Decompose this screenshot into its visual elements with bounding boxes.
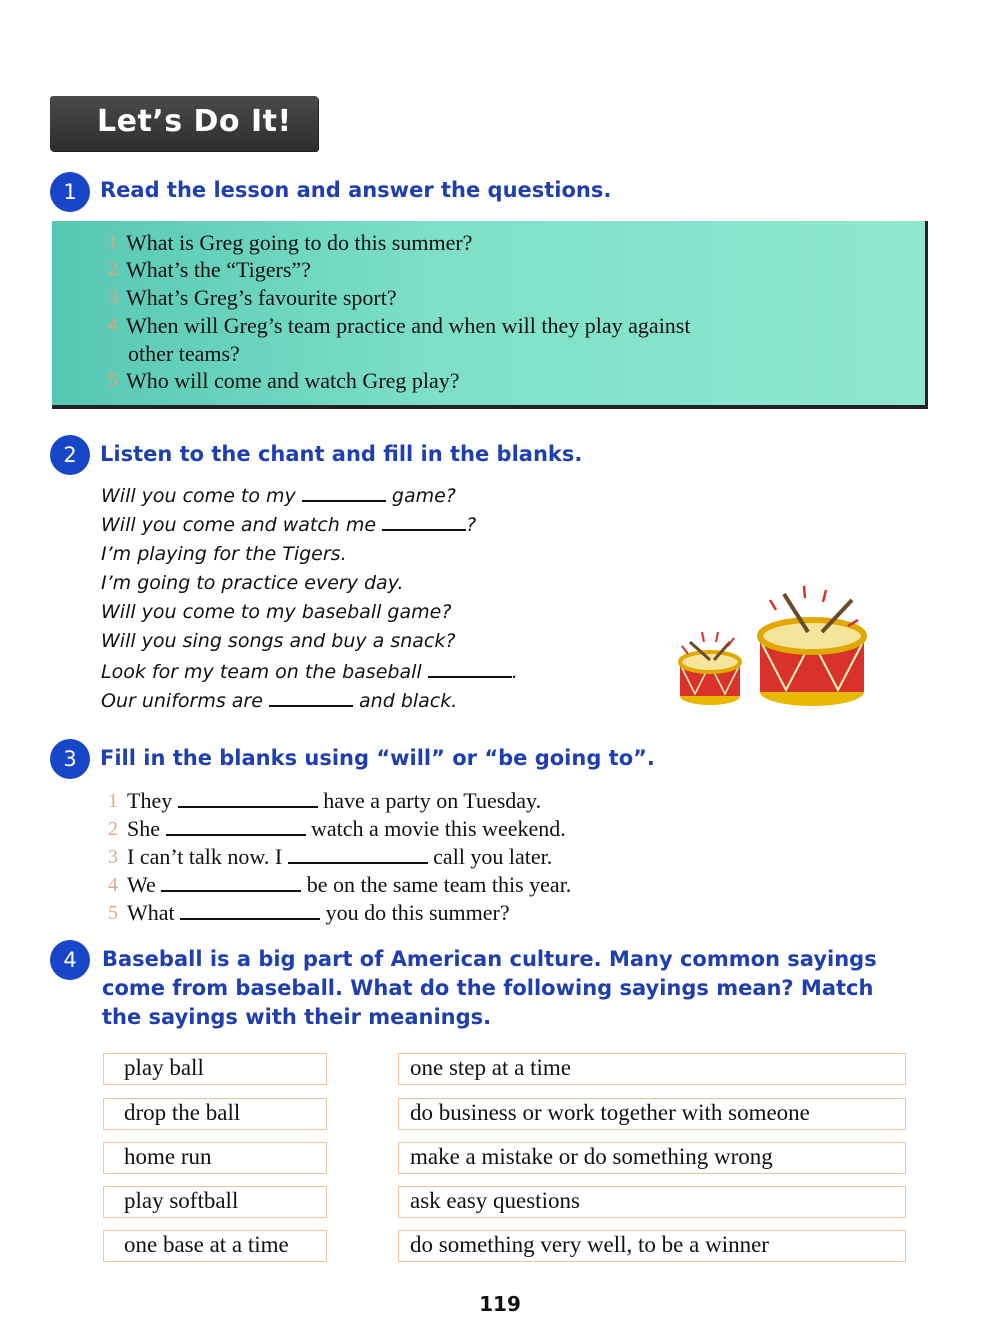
blank-line[interactable] xyxy=(428,660,512,678)
chant-text: Our uniforms are xyxy=(101,690,263,712)
chant-text: Will you come to my xyxy=(101,485,296,507)
exercise-text: call you later. xyxy=(433,844,553,869)
saying-text: play ball xyxy=(124,1055,204,1080)
meaning-box[interactable] xyxy=(398,1230,906,1262)
exercise-number: 5 xyxy=(108,902,118,924)
question-number: 2 xyxy=(108,258,118,280)
exercise-item xyxy=(127,816,566,842)
exercise-item xyxy=(127,872,571,898)
meaning-text: do something very well, to be a winner xyxy=(410,1232,769,1257)
section-number-badge: 4 xyxy=(50,940,90,980)
chant-text: Look for my team on the baseball xyxy=(101,661,422,683)
chant-text: Will you come and watch me xyxy=(101,514,377,536)
exercise-number: 3 xyxy=(108,846,118,868)
blank-line[interactable] xyxy=(382,513,466,531)
meaning-text: one step at a time xyxy=(410,1055,571,1080)
lets-do-it-banner xyxy=(50,96,318,151)
blank-line[interactable] xyxy=(180,902,320,920)
chant-line: Will you sing songs and buy a snack? xyxy=(101,630,456,652)
exercise-text: We xyxy=(127,872,156,897)
blank-line[interactable] xyxy=(161,874,301,892)
meaning-box[interactable] xyxy=(398,1186,906,1218)
blank-line[interactable] xyxy=(178,790,318,808)
saying-text: play softball xyxy=(124,1188,239,1213)
meaning-box[interactable] xyxy=(398,1142,906,1174)
section-title: Fill in the blanks using “will” or “be going to”. xyxy=(100,746,655,770)
chant-text: ? xyxy=(466,514,477,536)
blank-line[interactable] xyxy=(302,484,386,502)
meaning-text: make a mistake or do something wrong xyxy=(410,1144,773,1169)
chant-line xyxy=(101,484,456,507)
page-number: 119 xyxy=(479,1292,521,1316)
chant-text: game? xyxy=(391,485,456,507)
exercise-item xyxy=(127,788,541,814)
chant-line xyxy=(101,513,476,536)
exercise-text: you do this summer? xyxy=(325,900,510,925)
saying-box[interactable] xyxy=(103,1098,327,1130)
saying-box[interactable] xyxy=(103,1053,327,1085)
chant-text: and black. xyxy=(359,690,458,712)
chant-line xyxy=(101,689,457,712)
exercise-number: 1 xyxy=(108,790,118,812)
exercise-text: What xyxy=(127,900,175,925)
blank-line[interactable] xyxy=(269,689,353,707)
section-number-badge: 3 xyxy=(50,739,90,779)
meaning-text: ask easy questions xyxy=(410,1188,580,1213)
exercise-text: watch a movie this weekend. xyxy=(311,816,566,841)
large-drum-icon xyxy=(760,586,864,706)
exercise-text: have a party on Tuesday. xyxy=(323,788,542,813)
section-title-line: come from baseball. What do the following sayings mean? Match xyxy=(102,976,874,1000)
saying-box[interactable] xyxy=(103,1230,327,1262)
page-title: Let’s Do It! xyxy=(97,104,292,139)
question-text: What’s Greg’s favourite sport? xyxy=(126,285,397,310)
exercise-text: be on the same team this year. xyxy=(306,872,572,897)
exercise-text: She xyxy=(127,816,160,841)
blank-line[interactable] xyxy=(166,818,306,836)
blank-line[interactable] xyxy=(288,846,428,864)
exercise-item xyxy=(127,900,510,926)
drums-illustration xyxy=(672,584,872,714)
question-text: What’s the “Tigers”? xyxy=(126,257,311,282)
question-number: 4 xyxy=(108,314,118,336)
exercise-number: 4 xyxy=(108,874,118,896)
section-title: Listen to the chant and fill in the blanks. xyxy=(100,442,583,466)
exercise-text: I can’t talk now. I xyxy=(127,844,283,869)
exercise-item xyxy=(127,844,552,870)
section-number-badge: 2 xyxy=(50,435,90,475)
exercise-number: 2 xyxy=(108,818,118,840)
chant-text: . xyxy=(511,661,518,683)
exercise-text: They xyxy=(127,788,173,813)
question-number: 5 xyxy=(108,369,118,391)
question-text-continued: other teams? xyxy=(128,341,240,366)
meaning-text: do business or work together with someone xyxy=(410,1100,810,1125)
question-number: 3 xyxy=(108,286,118,308)
meaning-box[interactable] xyxy=(398,1053,906,1085)
section-title-line: Baseball is a big part of American culture. Many common sayings xyxy=(102,947,877,971)
chant-line xyxy=(101,660,518,683)
questions-box xyxy=(52,221,928,409)
saying-box[interactable] xyxy=(103,1186,327,1218)
section-title-line: the sayings with their meanings. xyxy=(102,1005,492,1029)
question-text: When will Greg’s team practice and when will they play against xyxy=(126,313,691,338)
chant-line: Will you come to my baseball game? xyxy=(101,601,452,623)
saying-text: one base at a time xyxy=(124,1232,289,1257)
question-number: 1 xyxy=(108,231,118,253)
meaning-box[interactable] xyxy=(398,1098,906,1130)
chant-line: I’m playing for the Tigers. xyxy=(101,543,347,565)
small-drum-icon xyxy=(680,632,740,705)
question-text: Who will come and watch Greg play? xyxy=(126,368,460,393)
section-number-badge: 1 xyxy=(50,172,90,212)
saying-text: drop the ball xyxy=(124,1100,241,1125)
saying-box[interactable] xyxy=(103,1142,327,1174)
section-title: Read the lesson and answer the questions. xyxy=(100,178,612,202)
chant-line: I’m going to practice every day. xyxy=(101,572,404,594)
question-text: What is Greg going to do this summer? xyxy=(126,230,473,255)
saying-text: home run xyxy=(124,1144,212,1169)
